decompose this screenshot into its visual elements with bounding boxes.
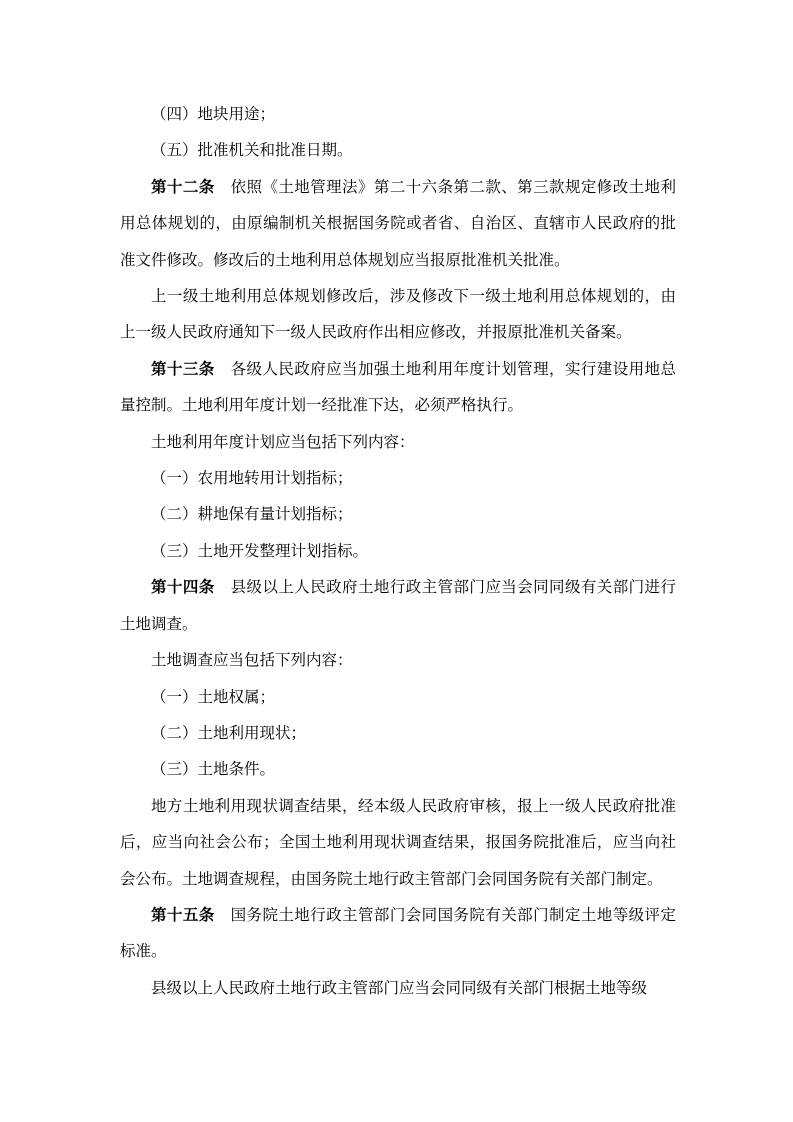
article-number: 第十五条 [151,905,215,924]
paragraph-item-4 [120,96,676,132]
paragraph-text: 县级以上人民政府土地行政主管部门应当会同同级有关部门根据土地等级 [151,978,648,997]
article-text: 依照《土地管理法》第二十六条第二款、第三款规定修改土地利用总体规划的，由原编制机关根据国务院或者省、自治区、直辖市人民政府的批准文件修改。修改后的土地利用总体规划应当报原批准机关批准。 [120,177,676,269]
article-number: 第十三条 [151,359,215,378]
paragraph-text: （三）土地条件。 [151,760,276,779]
list-item-1 [120,460,676,496]
article-number: 第十四条 [151,578,215,597]
paragraph-item-5 [120,132,676,168]
article-text: 国务院土地行政主管部门会同国务院有关部门制定土地等级评定标准。 [120,905,676,961]
list-item-2 [120,496,676,532]
paragraph-text: 上一级土地利用总体规划修改后，涉及修改下一级土地利用总体规划的，由上一级人民政府通知下一级人民政府作出相应修改，并报原批准机关备案。 [120,287,676,342]
paragraph-text: 地方土地利用现状调查结果，经本级人民政府审核，报上一级人民政府批准后，应当向社会公布；全国土地利用现状调查结果，报国务院批准后，应当向社会公布。土地调查规程，由国务院土地行政主管部门会同国务院有关部门制定。 [120,796,676,888]
list-item-2 [120,715,676,751]
list-item-1 [120,679,676,715]
paragraph-text: （三）土地开发整理计划指标。 [151,541,369,560]
paragraph [120,424,676,460]
article-13 [120,351,676,424]
article-14 [120,569,676,642]
paragraph-text: （一）土地权属； [151,687,276,706]
list-item-3 [120,533,676,569]
list-item-3 [120,751,676,787]
article-number: 第十二条 [151,177,215,196]
paragraph [120,970,676,1006]
article-text: 各级人民政府应当加强土地利用年度计划管理，实行建设用地总量控制。土地利用年度计划一经批准下达，必须严格执行。 [120,359,676,415]
paragraph-text: 土地调查应当包括下列内容： [151,651,353,670]
article-12 [120,169,676,278]
paragraph [120,278,676,351]
paragraph-text: 土地利用年度计划应当包括下列内容： [151,432,415,451]
article-15 [120,897,676,970]
paragraph [120,642,676,678]
paragraph [120,788,676,897]
document-page [120,96,676,1006]
article-text: 县级以上人民政府土地行政主管部门应当会同同级有关部门进行土地调查。 [120,578,676,633]
paragraph-text: （四）地块用途； [151,105,276,123]
paragraph-text: （五）批准机关和批准日期。 [151,141,353,160]
paragraph-text: （一）农用地转用计划指标； [151,469,353,488]
paragraph-text: （二）土地利用现状； [151,723,307,742]
paragraph-text: （二）耕地保有量计划指标； [151,505,353,524]
